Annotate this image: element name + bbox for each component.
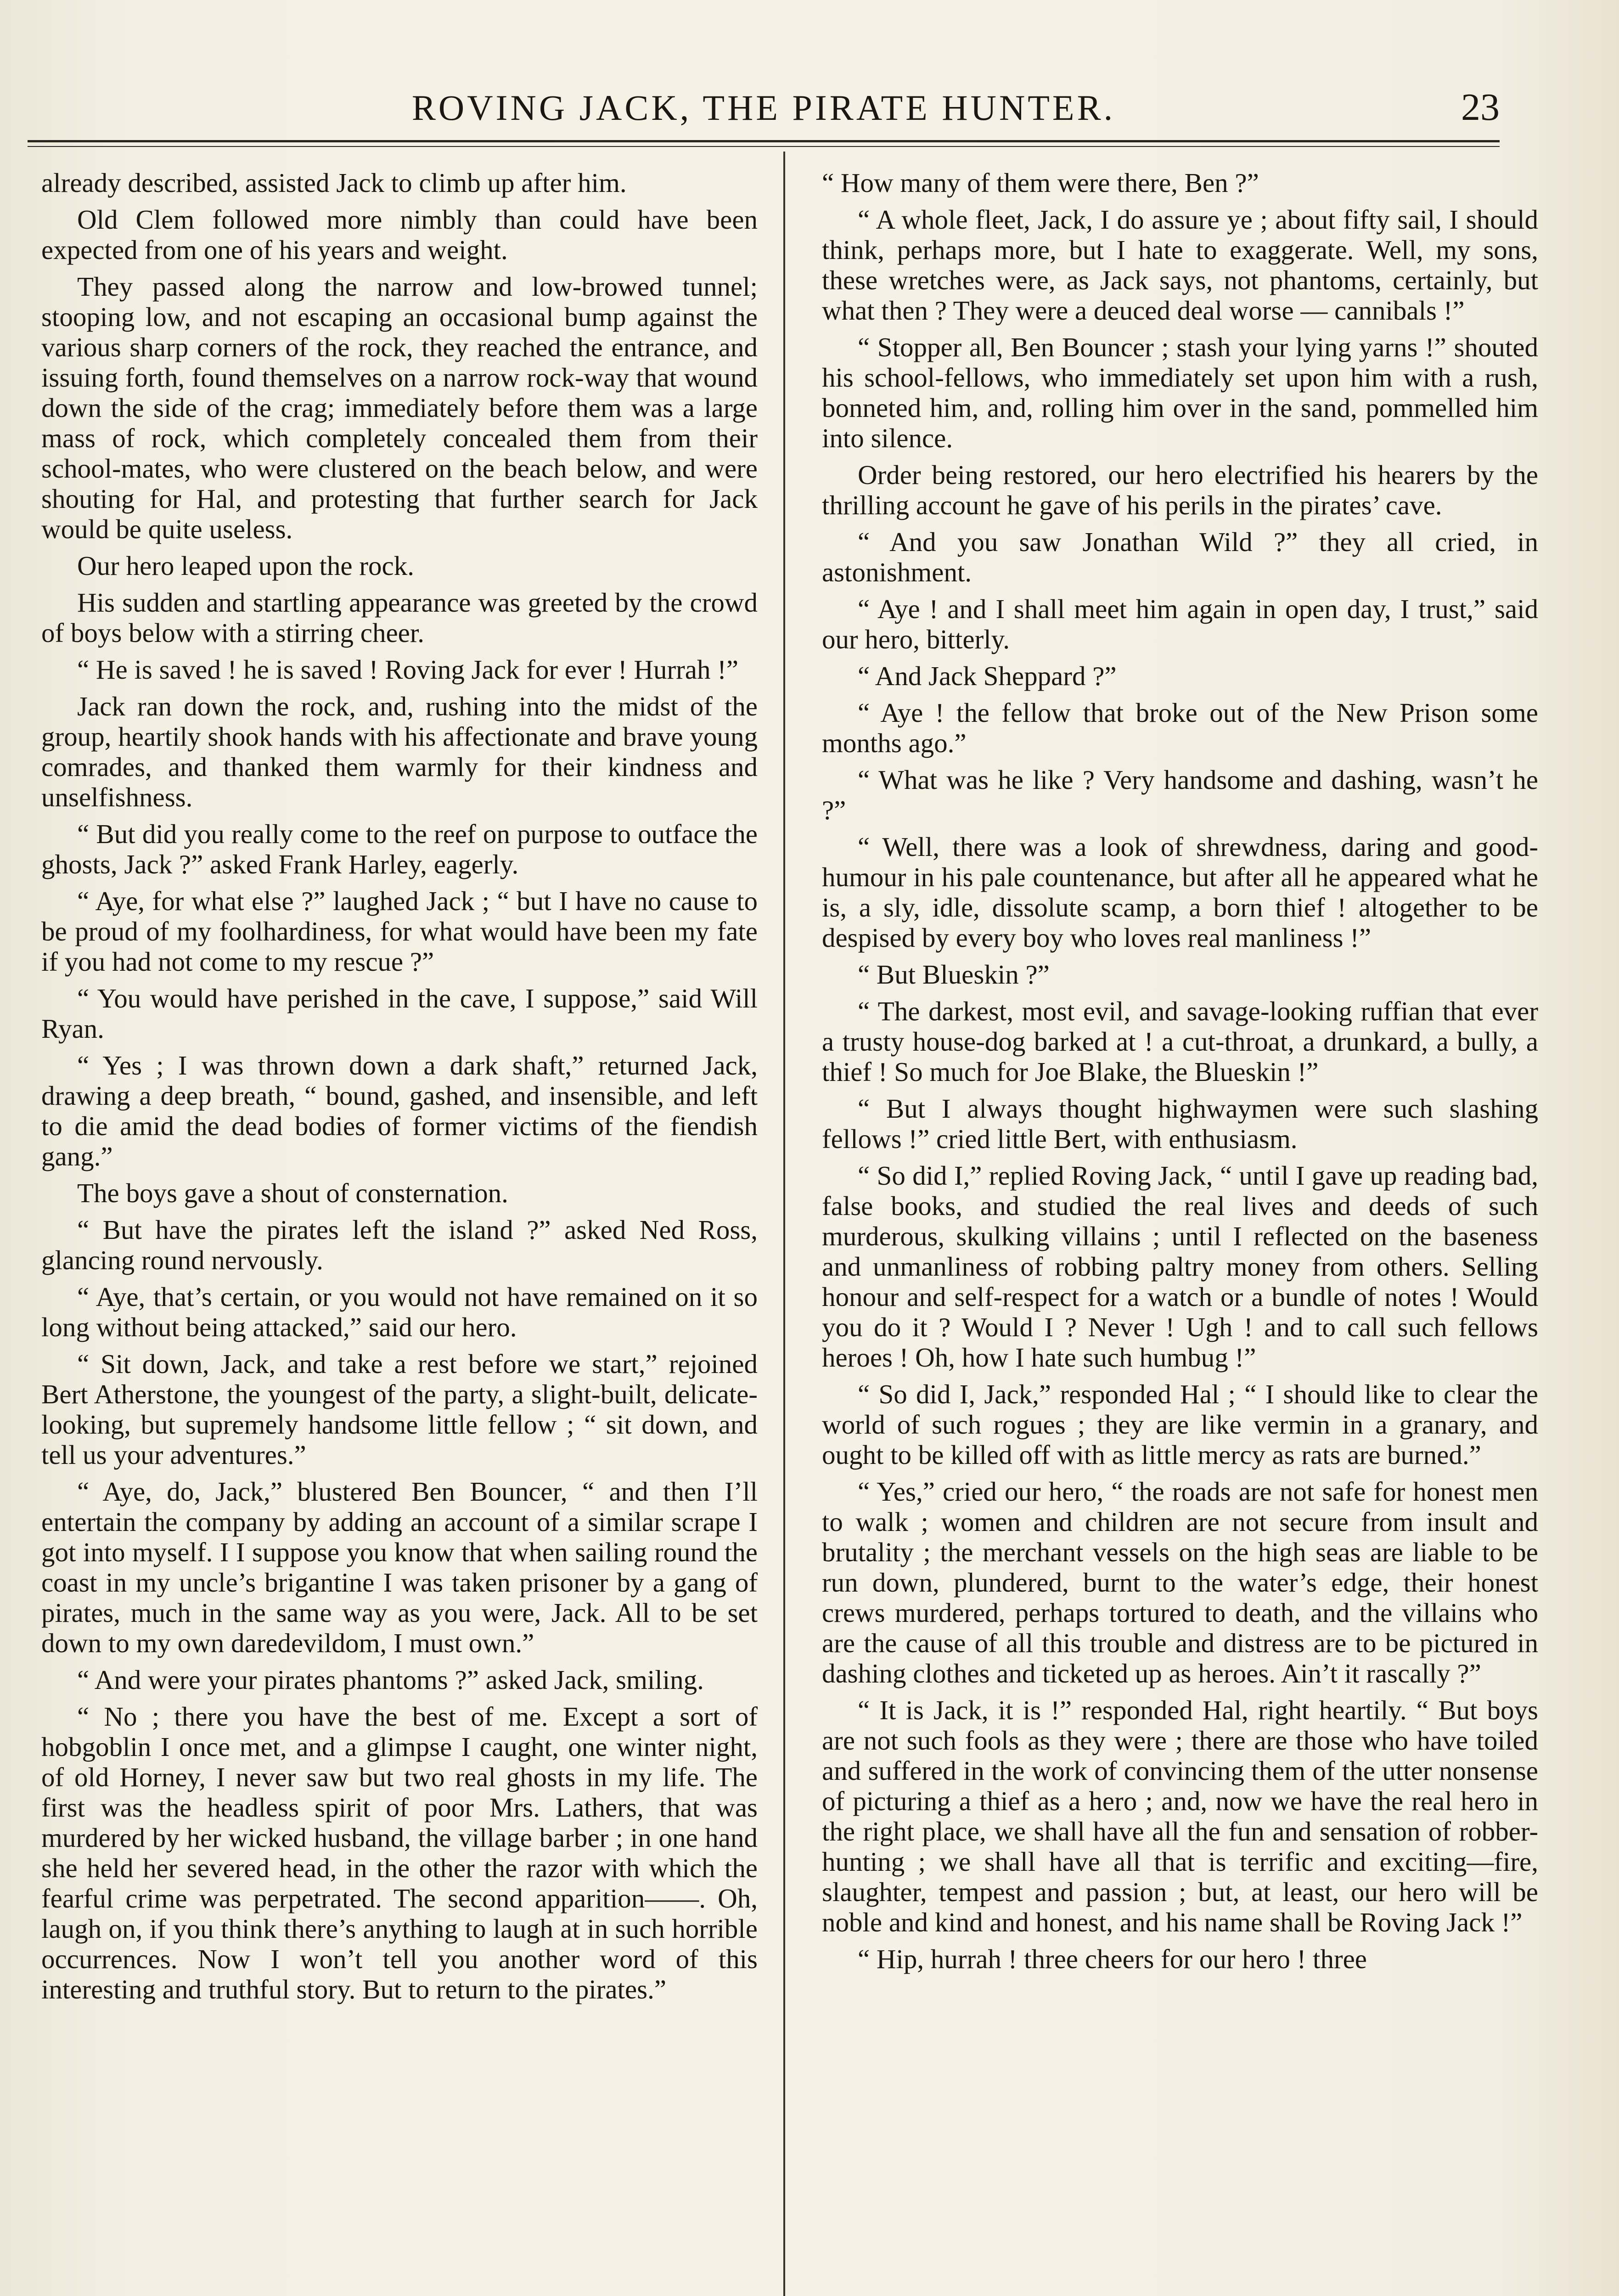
paragraph: “ But Blueskin ?” [858,959,1050,990]
paragraph: They passed along the narrow and low-browed tunnel; stooping low, and not escaping an occasional bump against the various sharp corners of the rock, they reached the entrance, and issuing forth, found themselves on a narrow rock-way that wound down the side of the crag; immediately before them was a large mass of rock, which completely concealed them from their school-mates, who were clustered on the beach below, and were shouting for Hal, and protesting that further search for Jack would be quite useless. [41,271,758,544]
paragraph: “ Aye ! the fellow that broke out of the New Prison some months ago.” [822,698,1538,758]
paragraph: “ A whole fleet, Jack, I do assure ye ; about fifty sail, I should think, perhaps more, but I hate to exaggerate. Well, my sons, these wretches were, as Jack says, not phantoms, certainly, but what then ? They were a deuced deal worse — cannibals !” [822,204,1538,326]
paragraph: “ Yes,” cried our hero, “ the roads are not safe for honest men to walk ; women and children are not secure from insult and brutality ; the merchant vessels on the high seas are liable to be run down, plundered, burnt to the water’s edge, their honest crews murdered, perhaps tortured to death, and the villains who are the cause of all this trouble and distress are to be pictured in dashing clothes and ticketed up as heroes. Ain’t it rascally ?” [822,1476,1538,1688]
header-rule [28,140,1500,142]
right-column [822,168,1538,1974]
paragraph: “ Stopper all, Ben Bouncer ; stash your lying yarns !” shouted his school-fellows, who immediately set upon him with a rush, bonneted him, and, rolling him over in the sand, pommelled him into silence. [822,332,1538,453]
paragraph: “ And you saw Jonathan Wild ?” they all cried, in astonishment. [822,527,1538,587]
running-title: ROVING JACK, THE PIRATE HUNTER. [411,88,1116,128]
paragraph: “ Well, there was a look of shrewdness, daring and good-humour in his pale countenance, but after all he appeared what he is, a sly, idle, dissolute scamp, a born thief ! altogether to be despised by every boy who loves real manliness !” [822,832,1538,953]
paragraph: Order being restored, our hero electrified his hearers by the thrilling account he gave of his perils in the pirates’ cave. [822,460,1538,520]
column-divider [783,152,785,2296]
paragraph: “ But did you really come to the reef on purpose to outface the ghosts, Jack ?” asked Frank Harley, eagerly. [41,819,758,879]
paragraph: “ Aye, do, Jack,” blustered Ben Bouncer, “ and then I’ll entertain the company by adding an account of a similar scrape I got into myself. I I suppose you know that when sailing round the coast in my uncle’s brigantine I was taken prisoner by a gang of pirates, much in the same way as you were, Jack. All to be set down to my own daredevildom, I must own.” [41,1476,758,1658]
paragraph: Old Clem followed more nimbly than could have been expected from one of his years and weight. [41,204,758,265]
paragraph: Jack ran down the rock, and, rushing into the midst of the group, heartily shook hands with his affectionate and brave young comrades, and thanked them warmly for their kindness and unselfishness. [41,691,758,812]
paragraph: “ So did I, Jack,” responded Hal ; “ I should like to clear the world of such rogues ; they are like vermin in a granary, and ought to be killed off with as little mercy as rats are burned.” [822,1379,1538,1470]
left-column [41,168,758,2004]
header-rule-thin [28,146,1500,147]
paragraph: “ Aye, that’s certain, or you would not have remained on it so long without being attacked,” said our hero. [41,1282,758,1342]
page-header [28,76,1500,140]
paragraph: “ But I always thought highwaymen were such slashing fellows !” cried little Bert, with enthusiasm. [822,1093,1538,1154]
paragraph: “ No ; there you have the best of me. Except a sort of hobgoblin I once met, and a glimpse I caught, one winter night, of old Horney, I never saw but two real ghosts in my life. The first was the headless spirit of poor Mrs. Lathers, that was murdered by her wicked husband, the village barber ; in one hand she held her severed head, in the other the razor with which the fearful crime was perpetrated. The second apparition——. Oh, laugh on, if you think there’s anything to laugh at in such horrible occurrences. Now I won’t tell you another word of this interesting and truthful story. But to return to the pirates.” [41,1701,758,2004]
paragraph: His sudden and startling appearance was greeted by the crowd of boys below with a stirring cheer. [41,587,758,648]
paragraph: “ It is Jack, it is !” responded Hal, right heartily. “ But boys are not such fools as they were ; there are those who have toiled and suffered in the work of convincing them of the utter nonsense of picturing a thief as a hero ; and, now we have the real hero in the right place, we shall have all the fun and sensation of robber-hunting ; we shall have all that is terrific and exciting—fire, slaughter, tempest and passion ; but, at least, our hero will be noble and kind and honest, and his name shall be Roving Jack !” [822,1695,1538,1937]
paragraph: “ And were your pirates phantoms ?” asked Jack, smiling. [77,1665,704,1695]
page-number: 23 [1461,86,1500,129]
paragraph: “ How many of them were there, Ben ?” [822,168,1259,198]
paragraph: Our hero leaped upon the rock. [77,551,414,581]
paragraph: “ Hip, hurrah ! three cheers for our hero ! three [858,1944,1367,1974]
paragraph: “ The darkest, most evil, and savage-looking ruffian that ever a trusty house-dog barked at ! a cut-throat, a drunkard, a bully, a thief ! So much for Joe Blake, the Blueskin !” [822,996,1538,1087]
paragraph: The boys gave a shout of consternation. [77,1178,508,1208]
paragraph: “ But have the pirates left the island ?” asked Ned Ross, glancing round nervously. [41,1215,758,1275]
paragraph: “ And Jack Sheppard ?” [858,661,1117,691]
paragraph: “ Yes ; I was thrown down a dark shaft,” returned Jack, drawing a deep breath, “ bound, gashed, and insensible, and left to die amid the dead bodies of former victims of the fiendish gang.” [41,1050,758,1171]
paragraph: “ He is saved ! he is saved ! Roving Jack for ever ! Hurrah !” [77,654,739,685]
paragraph: “ Sit down, Jack, and take a rest before we start,” rejoined Bert Atherstone, the youngest of the party, a slight-built, delicate-looking, but supremely handsome little fellow ; “ sit down, and tell us your adventures.” [41,1349,758,1470]
paragraph: “ Aye, for what else ?” laughed Jack ; “ but I have no cause to be proud of my foolhardiness, for what would have been my fate if you had not come to my rescue ?” [41,886,758,977]
paragraph: already described, assisted Jack to climb up after him. [41,168,627,198]
paragraph: “ Aye ! and I shall meet him again in open day, I trust,” said our hero, bitterly. [822,594,1538,654]
paragraph: “ What was he like ? Very handsome and dashing, wasn’t he ?” [822,765,1538,825]
paragraph: “ You would have perished in the cave, I suppose,” said Will Ryan. [41,983,758,1044]
paragraph: “ So did I,” replied Roving Jack, “ until I gave up reading bad, false books, and studied the real lives and deeds of such murderous, skulking villains ; until I reflected on the baseness and unmanliness of robbing paltry money from others. Selling honour and self-respect for a watch or a bundle of notes ! Would you do it ? Would I ? Never ! Ugh ! and to call such fellows heroes ! Oh, how I hate such humbug !” [822,1160,1538,1373]
